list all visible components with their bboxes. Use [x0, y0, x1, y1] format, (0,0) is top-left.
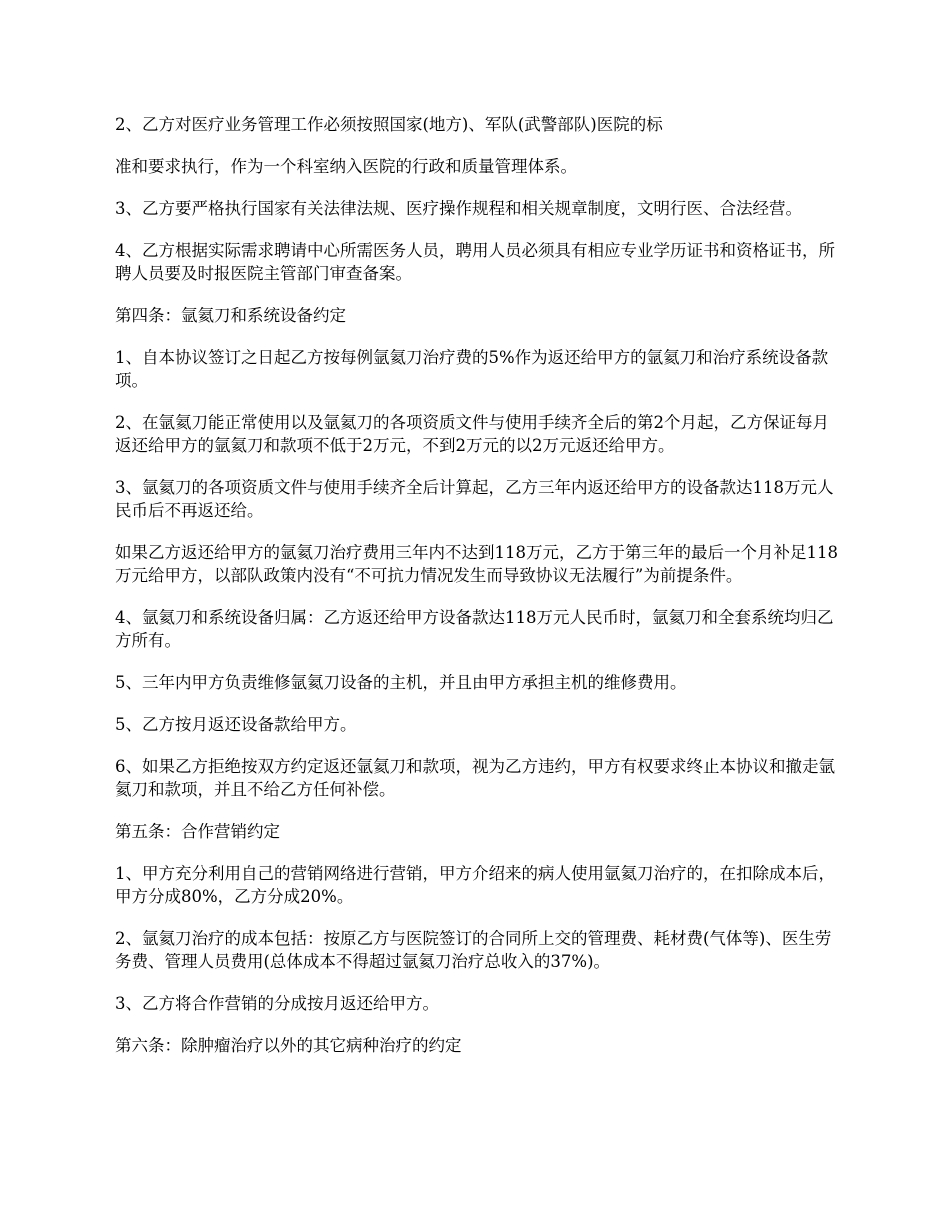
paragraph: 1、甲方充分利用自己的营销网络进行营销，甲方介绍来的病人使用氩氦刀治疗的，在扣除成本后，甲方分成80%，乙方分成20%。: [115, 864, 835, 906]
paragraph: 2、在氩氦刀能正常使用以及氩氦刀的各项资质文件与使用手续齐全后的第2个月起，乙方保证每月返还给甲方的氩氦刀和款项不低于2万元，不到2万元的以2万元返还给甲方。: [115, 413, 829, 455]
paragraph: 3、氩氦刀的各项资质文件与使用手续齐全后计算起，乙方三年内返还给甲方的设备款达118万元人民币后不再返还给。: [115, 478, 834, 520]
paragraph: 4、氩氦刀和系统设备归属：乙方返还给甲方设备款达118万元人民币时，氩氦刀和全套系统均归乙方所有。: [115, 608, 834, 650]
paragraph: 3、乙方要严格执行国家有关法律法规、医疗操作规程和相关规章制度，文明行医、合法经营。: [115, 199, 802, 218]
paragraph: 5、三年内甲方负责维修氩氦刀设备的主机，并且由甲方承担主机的维修费用。: [115, 673, 687, 692]
paragraph: 1、自本协议签订之日起乙方按每例氩氦刀治疗费的5%作为返还给甲方的氩氦刀和治疗系统设备款项。: [115, 348, 829, 390]
paragraph: 6、如果乙方拒绝按双方约定返还氩氦刀和款项，视为乙方违约，甲方有权要求终止本协议和撤走氩氦刀和款项，并且不给乙方任何补偿。: [115, 757, 835, 799]
paragraph: 准和要求执行，作为一个科室纳入医院的行政和质量管理体系。: [115, 157, 577, 176]
paragraph: 2、氩氦刀治疗的成本包括：按原乙方与医院签订的合同所上交的管理费、耗材费(气体等)、医生劳务费、管理人员费用(总体成本不得超过氩氦刀治疗总收入的37%)。: [115, 929, 832, 971]
paragraph: 2、乙方对医疗业务管理工作必须按照国家(地方)、军队(武警部队)医院的标: [115, 115, 663, 134]
section-heading-5: 第五条：合作营销约定: [115, 822, 280, 841]
paragraph: 5、乙方按月返还设备款给甲方。: [115, 715, 357, 734]
paragraph: 4、乙方根据实际需求聘请中心所需医务人员，聘用人员必须具有相应专业学历证书和资格证书，所聘人员要及时报医院主管部门审查备案。: [115, 241, 835, 283]
document-body: [115, 113, 843, 1076]
section-heading-6: 第六条：除肿瘤治疗以外的其它病种治疗的约定: [115, 1036, 462, 1055]
section-heading-4: 第四条：氩氦刀和系统设备约定: [115, 306, 346, 325]
paragraph: 3、乙方将合作营销的分成按月返还给甲方。: [115, 994, 439, 1013]
paragraph: 如果乙方返还给甲方的氩氦刀治疗费用三年内不达到118万元，乙方于第三年的最后一个月补足118万元给甲方，以部队政策内没有“不可抗力情况发生而导致协议无法履行”为前提条件。: [115, 543, 838, 585]
